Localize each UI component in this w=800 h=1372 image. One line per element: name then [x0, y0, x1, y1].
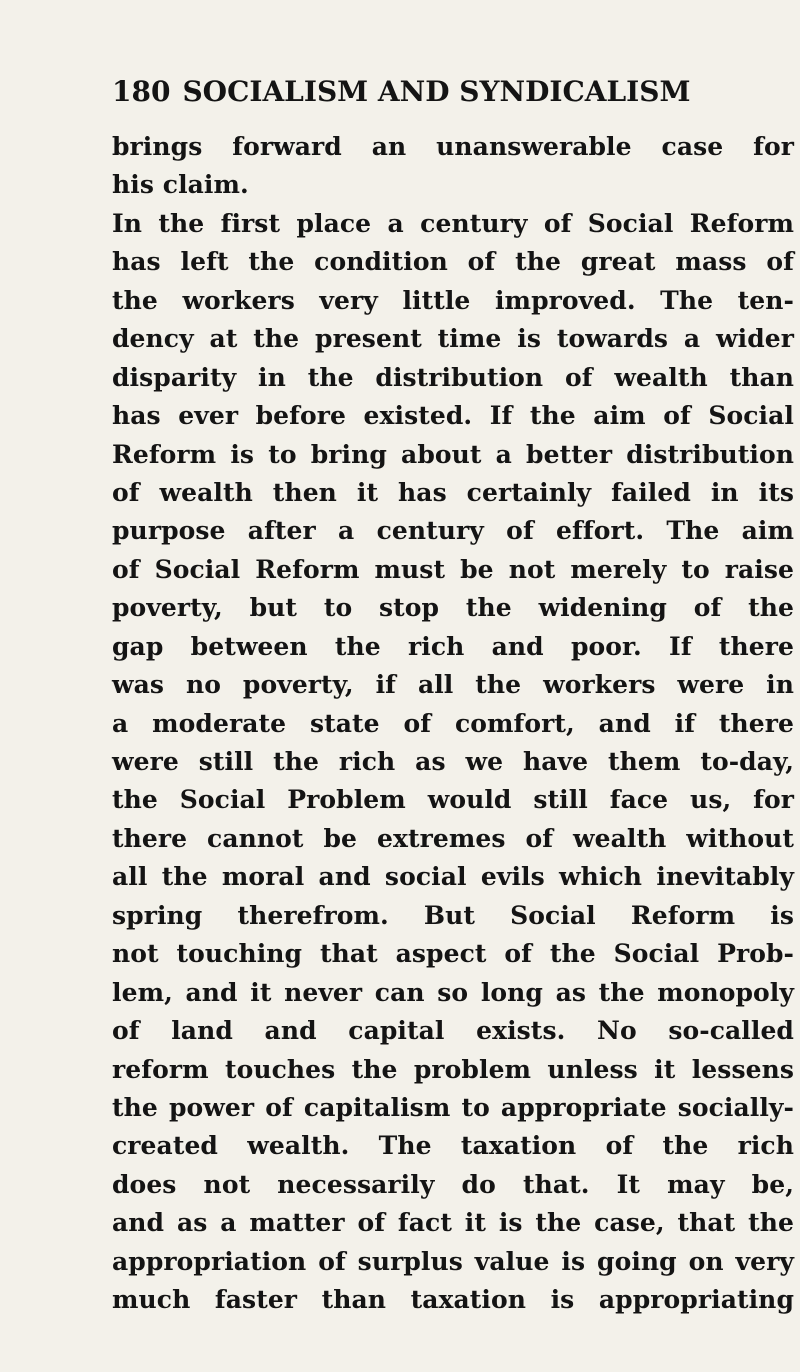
- text-line: spring therefrom. But Social Reform is: [112, 900, 794, 930]
- page-number: 180: [112, 75, 171, 108]
- text-line: has left the condition of the great mass of: [112, 247, 794, 277]
- text-line: Reform is to bring about a better distribution: [112, 439, 794, 469]
- text-line: poverty, but to stop the widening of the: [112, 593, 794, 623]
- text-line: of wealth then it has certainly failed in its: [112, 477, 794, 507]
- text-line: gap between the rich and poor. If there: [112, 631, 794, 661]
- text-line: dency at the present time is towards a wider: [112, 324, 794, 354]
- body-text: [112, 128, 794, 1320]
- text-line: not touching that aspect of the Social Prob-: [112, 939, 794, 969]
- running-head-title: SOCIALISM AND SYNDICALISM: [182, 75, 691, 108]
- text-line: were still the rich as we have them to-day,: [112, 747, 794, 776]
- text-line: lem, and it never can so long as the monopoly: [112, 977, 794, 1007]
- text-line: much faster than taxation is appropriating: [112, 1285, 794, 1315]
- text-line: and as a matter of fact it is the case, that the: [112, 1208, 794, 1238]
- text-line: his claim.: [112, 170, 249, 200]
- text-line: purpose after a century of effort. The aim: [112, 516, 794, 546]
- text-line: a moderate state of comfort, and if there: [112, 708, 794, 738]
- text-line: all the moral and social evils which inevitably: [112, 862, 794, 892]
- text-line: the workers very little improved. The ten-: [112, 285, 794, 315]
- text-line: does not necessarily do that. It may be,: [112, 1169, 794, 1199]
- text-line: brings forward an unanswerable case for: [112, 132, 794, 161]
- text-line: created wealth. The taxation of the rich: [112, 1131, 794, 1161]
- text-line: In the first place a century of Social Reform: [112, 208, 794, 238]
- text-line: the power of capitalism to appropriate socially-: [112, 1092, 794, 1122]
- text-line: of Social Reform must be not merely to raise: [112, 554, 794, 584]
- text-line: of land and capital exists. No so-called: [112, 1016, 794, 1046]
- text-line: has ever before existed. If the aim of Social: [112, 401, 794, 431]
- text-line: disparity in the distribution of wealth than: [112, 362, 794, 392]
- text-line: was no poverty, if all the workers were in: [112, 670, 794, 700]
- running-header: [112, 72, 722, 112]
- text-line: there cannot be extremes of wealth without: [112, 823, 794, 853]
- text-line: appropriation of surplus value is going on very: [112, 1246, 794, 1276]
- text-line: reform touches the problem unless it lessens: [112, 1054, 794, 1084]
- text-line: the Social Problem would still face us, for: [112, 785, 794, 815]
